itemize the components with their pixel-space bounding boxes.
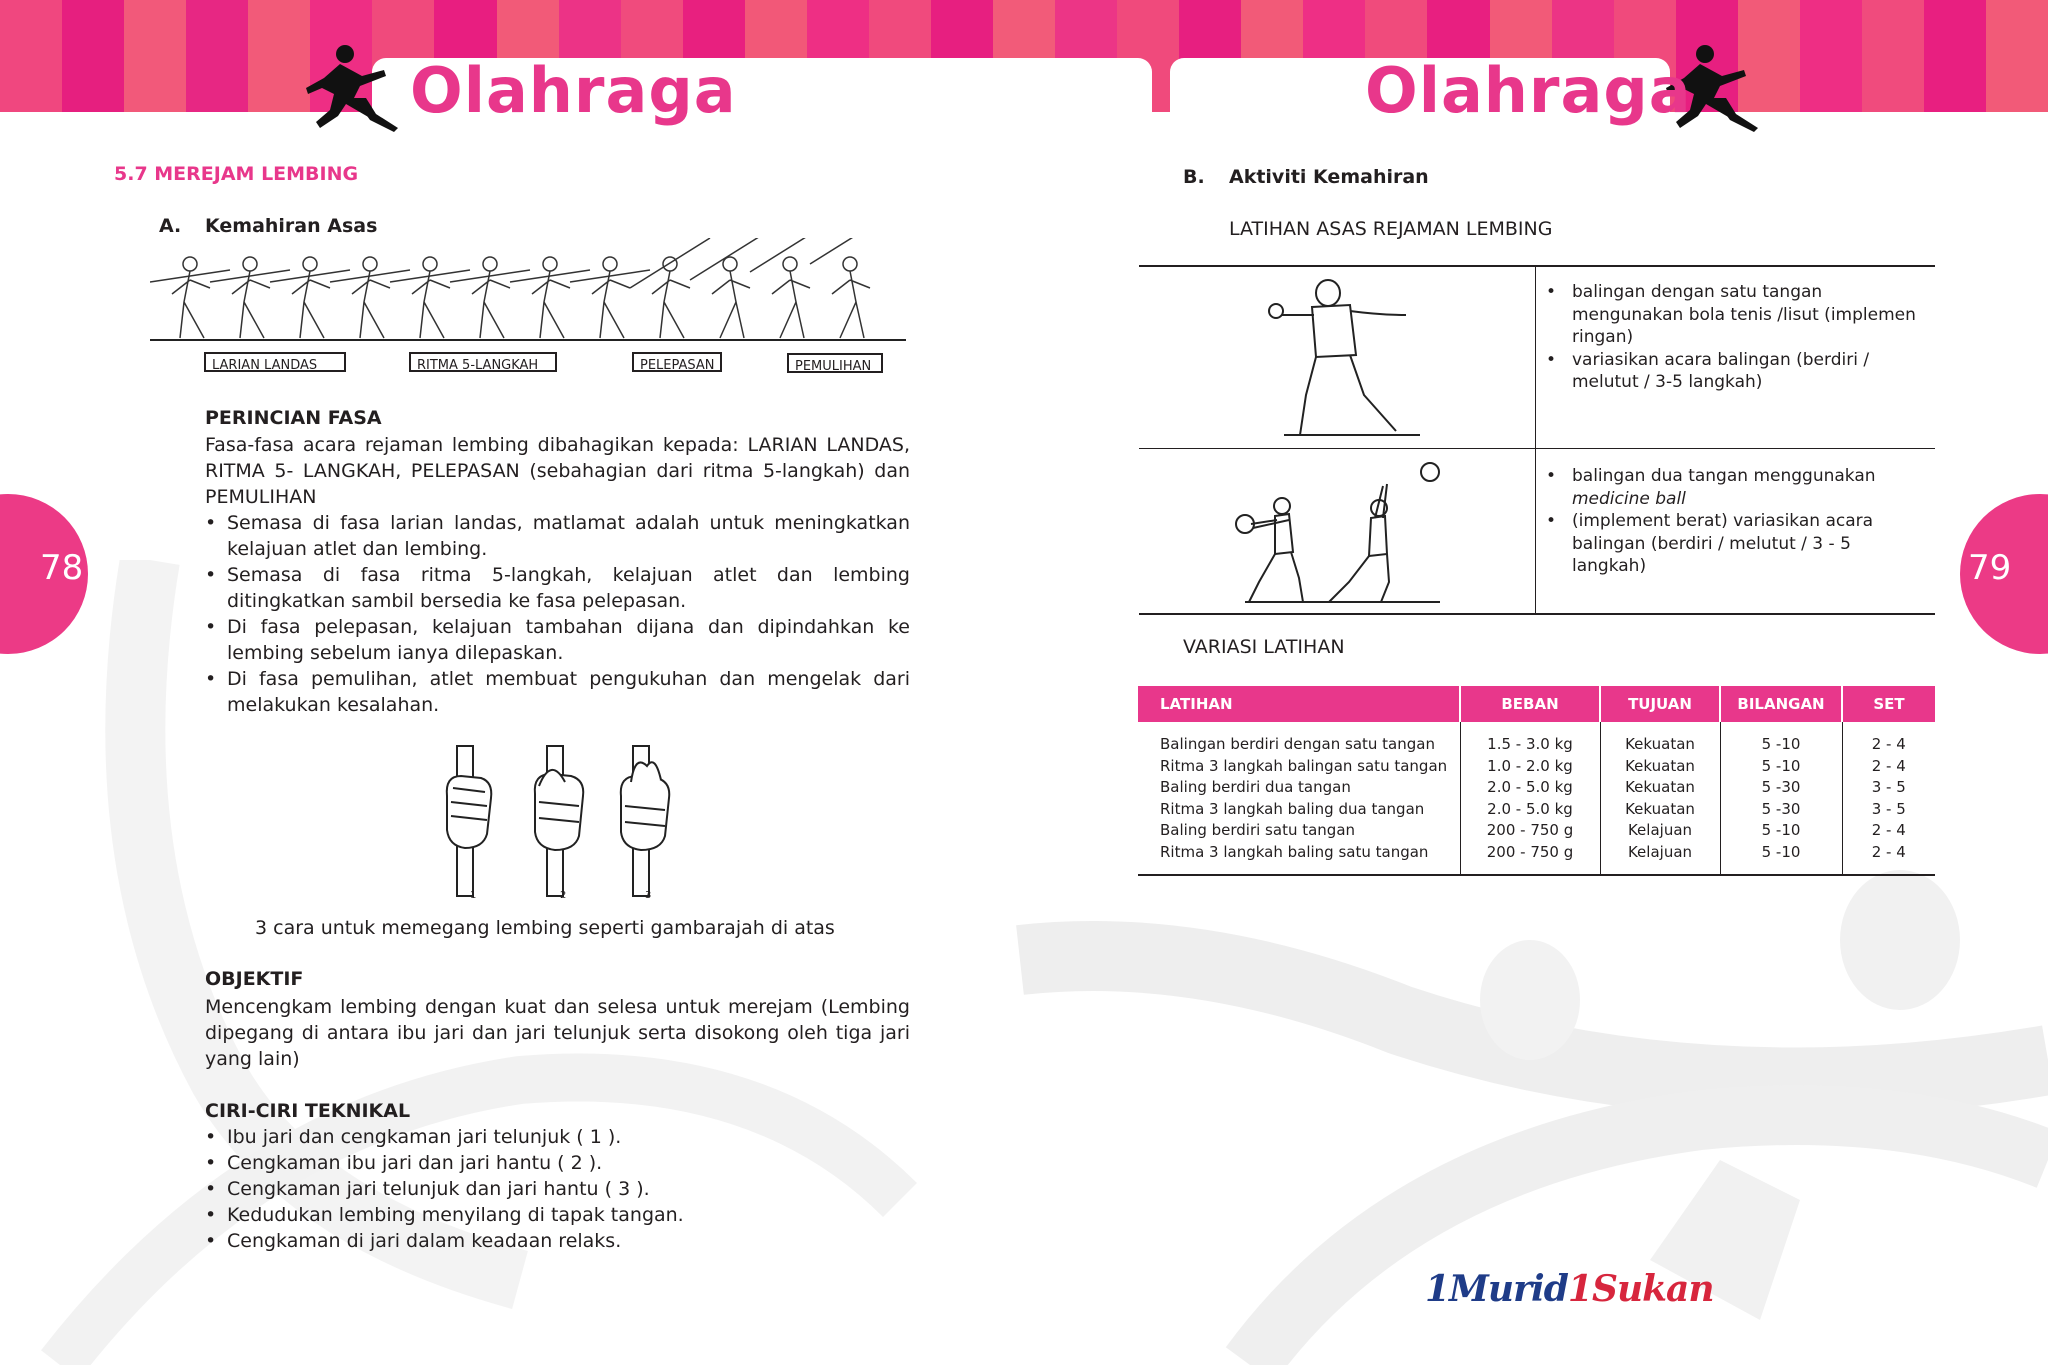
one-hand-throw-image (1260, 275, 1430, 440)
list-item-text: balingan dengan satu tangan mengunakan bola tenis /lisut (implemen ringan) (1572, 282, 1916, 347)
column-header-beban: BEBAN (1460, 686, 1600, 722)
athlete-figure (750, 238, 830, 338)
section-b-title: Aktiviti Kemahiran (1229, 166, 1429, 188)
activity-table-mid-rule (1139, 448, 1935, 449)
activity-row-1-bullets (1546, 281, 1926, 394)
athlete-figure (450, 257, 530, 338)
list-item-text: Cengkaman di jari dalam keadaan relaks. (227, 1230, 622, 1252)
bullet-glyph: • (205, 1152, 217, 1174)
bullet-glyph: • (205, 668, 217, 690)
column-header-latihan: LATIHAN (1138, 686, 1460, 722)
subsection-letter: A. (159, 215, 182, 237)
athlete-figure (570, 257, 650, 338)
list-item-text: Cengkaman jari telunjuk dan jari hantu ( 3 ). (227, 1178, 650, 1200)
list-item-text: balingan dua tangan menggunakan medicine ball (1572, 466, 1876, 509)
table-cell-set: 3 - 5 (1871, 778, 1906, 797)
bullet-glyph: • (1546, 282, 1557, 302)
activity-row-2-bullets (1546, 465, 1926, 578)
table-cell-beban: 1.0 - 2.0 kg (1487, 756, 1573, 775)
section-title: 5.7 MEREJAM LEMBING (114, 163, 359, 185)
bilangan-cell (1720, 722, 1842, 875)
variasi-latihan-table (1138, 686, 1935, 876)
latihan-asas-title: LATIHAN ASAS REJAMAN LEMBING (1229, 218, 1553, 240)
list-item (205, 1150, 910, 1176)
athlete-figure (690, 238, 770, 338)
list-item (205, 562, 910, 614)
list-item (1546, 510, 1926, 578)
objektif-heading: OBJEKTIF (205, 968, 304, 990)
table-cell-latihan: Balingan berdiri dengan satu tangan (1160, 735, 1435, 753)
grip-caption: 3 cara untuk memegang lembing seperti gambarajah di atas (255, 917, 835, 939)
table-cell-set: 2 - 4 (1871, 842, 1906, 861)
bullet-glyph: • (205, 1126, 217, 1148)
table-cell-beban: 200 - 750 g (1486, 821, 1574, 840)
athlete-figure (270, 257, 350, 338)
bullet-glyph: • (205, 616, 217, 638)
list-item (1546, 281, 1926, 349)
table-cell-tujuan: Kelajuan (1627, 842, 1693, 861)
table-cell-tujuan: Kekuatan (1625, 756, 1695, 775)
runner-icon-left (300, 42, 405, 137)
list-item-text: Di fasa pemulihan, atlet membuat pengukuhan dan mengelak dari melakukan kesalahan. (227, 668, 910, 716)
bullet-glyph: • (1546, 466, 1557, 486)
bullet-glyph: • (205, 1230, 217, 1252)
table-cell-set: 2 - 4 (1871, 735, 1906, 753)
list-item (205, 1202, 910, 1228)
tujuan-cell (1600, 722, 1720, 875)
table-cell-set: 2 - 4 (1871, 821, 1906, 840)
table-cell-set: 2 - 4 (1871, 756, 1906, 775)
list-item-text: (implement berat) variasikan acara balingan (berdiri / melutut / 3 - 5 langkah) (1572, 511, 1874, 576)
bullet-glyph: • (205, 512, 217, 534)
table-cell-beban: 200 - 750 g (1486, 842, 1574, 861)
table-cell-latihan: Baling berdiri dua tangan (1160, 778, 1351, 797)
objektif-text: Mencengkam lembing dengan kuat dan selesa untuk merejam (Lembing dipegang di antara ibu jari dan jari telunjuk serta disokong oleh tiga jari yang lain) (205, 996, 910, 1070)
activity-table-bottom-rule (1139, 613, 1935, 615)
table-cell-bilangan: 5 -10 (1761, 756, 1801, 775)
bullet-glyph: • (205, 564, 217, 586)
list-item (1546, 465, 1926, 510)
two-hand-throw-image (1225, 458, 1455, 608)
table-cell-latihan: Ritma 3 langkah baling dua tangan (1160, 799, 1425, 818)
bullet-glyph: • (1546, 511, 1557, 531)
table-cell-beban: 2.0 - 5.0 kg (1487, 778, 1573, 797)
list-item (205, 666, 910, 718)
set-cell (1842, 722, 1935, 875)
column-header-bilangan: BILANGAN (1720, 686, 1842, 722)
ciri-heading: CIRI-CIRI TEKNIKAL (205, 1100, 411, 1122)
phase-label-ritma: RITMA 5-LANGKAH (409, 352, 557, 372)
table-cell-bilangan: 5 -10 (1761, 735, 1801, 753)
javelin-phase-sequence-image (150, 238, 910, 348)
page-number-left: 78 (40, 548, 84, 588)
list-item-text: Ibu jari dan cengkaman jari telunjuk ( 1 ). (227, 1126, 622, 1148)
athlete-figure (630, 238, 710, 338)
table-header-row (1138, 686, 1935, 722)
list-item-text: Semasa di fasa ritma 5-langkah, kelajuan atlet dan lembing ditingkatkan sambil bersedia ke fasa pelepasan. (227, 564, 910, 612)
page-number-right: 79 (1968, 548, 2012, 588)
perincian-bullet-list (205, 510, 910, 718)
list-item (205, 510, 910, 562)
list-item-text: Cengkaman ibu jari dan jari hantu ( 2 ). (227, 1152, 603, 1174)
table-cell-tujuan: Kekuatan (1625, 778, 1695, 797)
bullet-glyph: • (205, 1178, 217, 1200)
javelin-grip-image (435, 736, 685, 906)
table-cell-bilangan: 5 -30 (1761, 799, 1801, 818)
table-cell-bilangan: 5 -10 (1761, 842, 1801, 861)
brand-title-right: Olahraga (1365, 54, 1692, 127)
activity-table-divider (1535, 266, 1536, 613)
athlete-figure (210, 257, 290, 338)
activity-table-top-rule (1139, 265, 1935, 267)
phase-label-pelepasan: PELEPASAN (632, 352, 722, 372)
list-item-text: Semasa di fasa larian landas, matlamat adalah untuk meningkatkan kelajuan atlet dan lembing. (227, 512, 910, 560)
grip-number-2: 2 (560, 890, 567, 901)
beban-cell (1460, 722, 1600, 875)
athlete-figure (150, 257, 230, 338)
table-cell-tujuan: Kekuatan (1625, 799, 1695, 818)
table-cell-latihan: Baling berdiri satu tangan (1160, 821, 1356, 840)
bullet-glyph: • (205, 1204, 217, 1226)
list-item-text: Kedudukan lembing menyilang di tapak tangan. (227, 1204, 684, 1226)
list-item (205, 614, 910, 666)
section-b-letter: B. (1183, 166, 1205, 188)
brand-title-left: Olahraga (410, 54, 737, 127)
list-item (205, 1124, 910, 1150)
table-cell-beban: 1.5 - 3.0 kg (1487, 735, 1573, 753)
list-item (1546, 349, 1926, 394)
table-cell-set: 3 - 5 (1871, 799, 1906, 818)
phase-label-larian-landas: LARIAN LANDAS (204, 352, 346, 372)
athlete-figure (510, 257, 590, 338)
list-item (205, 1228, 910, 1254)
variasi-title: VARIASI LATIHAN (1183, 636, 1345, 658)
logo-part-sukan: 1Sukan (1567, 1268, 1714, 1310)
list-item (205, 1176, 910, 1202)
table-cell-tujuan: Kekuatan (1625, 735, 1695, 753)
list-item-text: Di fasa pelepasan, kelajuan tambahan dijana dan dipindahkan ke lembing sebelum ianya dilepaskan. (227, 616, 910, 664)
latihan-cell (1138, 722, 1460, 875)
bullet-glyph: • (1546, 349, 1557, 370)
column-header-set: SET (1842, 686, 1935, 722)
1murid-1sukan-logo (1425, 1268, 1714, 1310)
subsection-title: Kemahiran Asas (205, 215, 378, 237)
grip-number-3: 3 (645, 890, 652, 901)
table-cell-tujuan: Kelajuan (1627, 821, 1693, 840)
column-header-tujuan: TUJUAN (1600, 686, 1720, 722)
italic-term: medicine ball (1572, 488, 1686, 509)
perincian-heading: PERINCIAN FASA (205, 407, 382, 429)
phase-label-pemulihan: PEMULIHAN (787, 353, 883, 373)
ciri-bullet-list (205, 1124, 910, 1254)
grip-number-1: 1 (470, 890, 477, 901)
perincian-intro: Fasa-fasa acara rejaman lembing dibahagikan kepada: LARIAN LANDAS, RITMA 5- LANGKAH, PELEPASAN (sebahagian dari ritma 5-langkah) dan PEMULIHAN (205, 434, 910, 508)
table-cell-bilangan: 5 -10 (1761, 821, 1801, 840)
athlete-figure (330, 257, 410, 338)
logo-part-murid: 1Murid (1425, 1268, 1568, 1310)
table-cell-latihan: Ritma 3 langkah balingan satu tangan (1160, 756, 1448, 775)
athlete-figure (390, 257, 470, 338)
athlete-figure (810, 238, 890, 338)
table-cell-latihan: Ritma 3 langkah baling satu tangan (1160, 842, 1429, 861)
table-cell-beban: 2.0 - 5.0 kg (1487, 799, 1573, 818)
table-row (1138, 722, 1935, 875)
list-item-text: variasikan acara balingan (berdiri / melutut / 3-5 langkah) (1572, 349, 1870, 392)
table-cell-bilangan: 5 -30 (1761, 778, 1801, 797)
